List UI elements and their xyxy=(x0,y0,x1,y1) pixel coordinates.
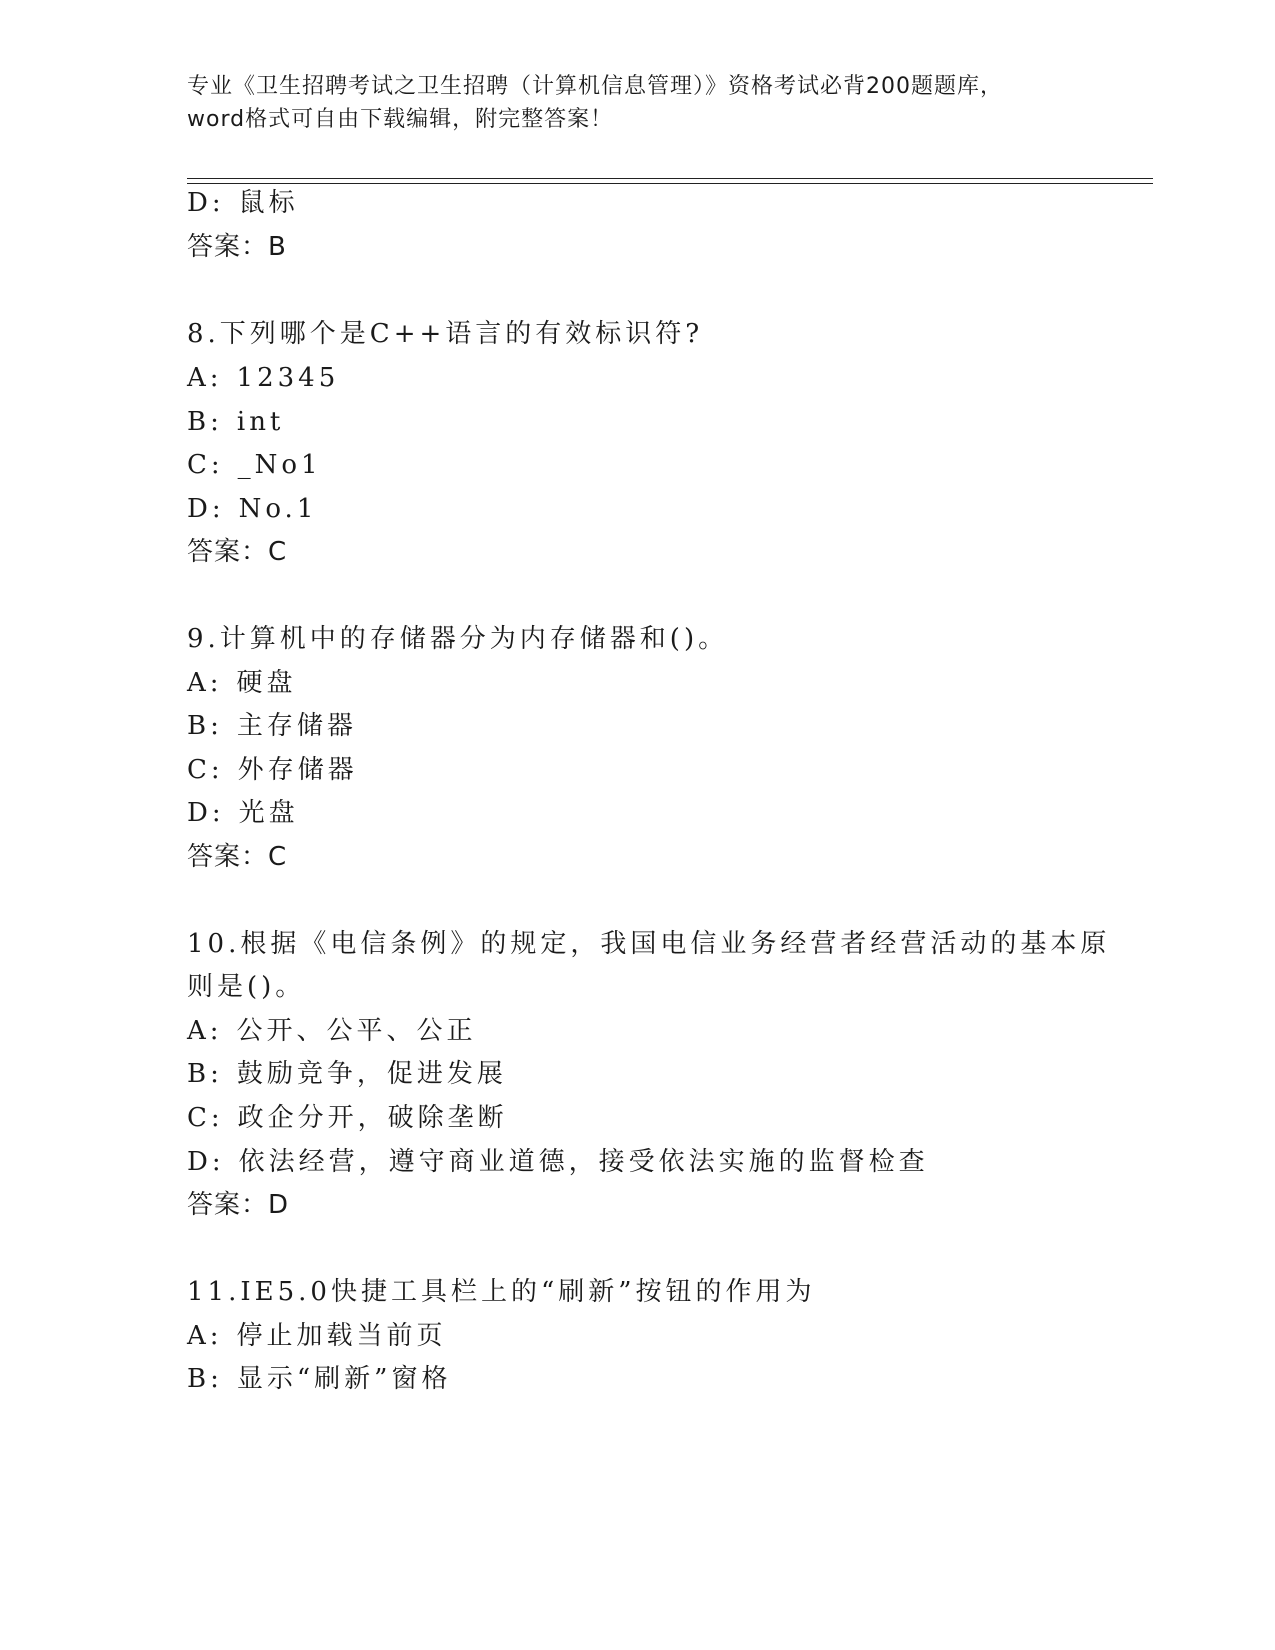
q9-option-b xyxy=(187,710,357,742)
header-divider-top xyxy=(187,178,1153,179)
option-label: C: xyxy=(187,755,224,785)
q10-answer: 答案：D xyxy=(187,1190,290,1220)
q10-option-d xyxy=(187,1146,929,1178)
prev-answer: 答案：B xyxy=(187,232,287,262)
option-text: int xyxy=(236,407,285,437)
option-text: 停止加载当前页 xyxy=(236,1321,447,1351)
option-text: 硬盘 xyxy=(236,668,297,698)
prev-option-d xyxy=(187,187,299,219)
option-label: A: xyxy=(187,1016,223,1046)
q8-question: 8.下列哪个是C++语言的有效标识符? xyxy=(187,319,704,349)
option-text: 鼠标 xyxy=(238,188,299,218)
q9-option-c xyxy=(187,754,358,786)
option-text: 政企分开，破除垄断 xyxy=(237,1103,508,1133)
option-text: 主存储器 xyxy=(236,711,357,741)
option-label: D: xyxy=(187,494,225,524)
q8-option-a xyxy=(187,362,339,394)
option-label: C: xyxy=(187,450,224,480)
option-label: B: xyxy=(187,711,223,741)
q9-option-a xyxy=(187,667,297,699)
q9-question: 9.计算机中的存储器分为内存储器和()。 xyxy=(187,624,729,654)
q8-answer: 答案：C xyxy=(187,537,288,567)
option-label: A: xyxy=(187,363,223,393)
q11-option-a xyxy=(187,1320,447,1352)
option-label: B: xyxy=(187,1059,223,1089)
header-divider-bottom xyxy=(187,183,1153,184)
option-text: 外存储器 xyxy=(237,755,358,785)
q11-question: 11.IE5.0快捷工具栏上的“刷新”按钮的作用为 xyxy=(187,1277,816,1307)
option-label: A: xyxy=(187,668,223,698)
q8-option-c xyxy=(187,449,322,481)
header-title-line1: 专业《卫生招聘考试之卫生招聘（计算机信息管理）》资格考试必背200题题库， xyxy=(187,74,1003,99)
option-text: 依法经营，遵守商业道德，接受依法实施的监督检查 xyxy=(238,1147,929,1177)
option-text: _No1 xyxy=(237,450,322,480)
option-text: No.1 xyxy=(238,494,318,524)
option-text: 光盘 xyxy=(238,798,299,828)
option-text: 12345 xyxy=(236,363,340,393)
q10-question-line1: 10.根据《电信条例》的规定，我国电信业务经营者经营活动的基本原 xyxy=(187,929,1111,959)
q11-option-b xyxy=(187,1363,451,1395)
option-label: D: xyxy=(187,798,225,828)
q8-option-b xyxy=(187,406,284,438)
document-header xyxy=(187,70,1087,136)
q10-option-c xyxy=(187,1102,508,1134)
q10-question-line2: 则是()。 xyxy=(187,972,306,1002)
q10-option-a xyxy=(187,1015,477,1047)
option-text: 显示“刷新”窗格 xyxy=(236,1364,452,1394)
option-text: 鼓励竞争，促进发展 xyxy=(236,1059,507,1089)
header-title-line2: word格式可自由下载编辑，附完整答案！ xyxy=(187,107,614,132)
option-label: B: xyxy=(187,407,223,437)
q9-answer: 答案：C xyxy=(187,842,288,872)
q8-option-d xyxy=(187,493,317,525)
q9-option-d xyxy=(187,797,299,829)
option-label: A: xyxy=(187,1321,223,1351)
option-text: 公开、公平、公正 xyxy=(236,1016,477,1046)
q10-option-b xyxy=(187,1058,507,1090)
option-label: C: xyxy=(187,1103,224,1133)
option-label: B: xyxy=(187,1364,223,1394)
option-label: D: xyxy=(187,1147,225,1177)
option-label: D: xyxy=(187,188,225,218)
